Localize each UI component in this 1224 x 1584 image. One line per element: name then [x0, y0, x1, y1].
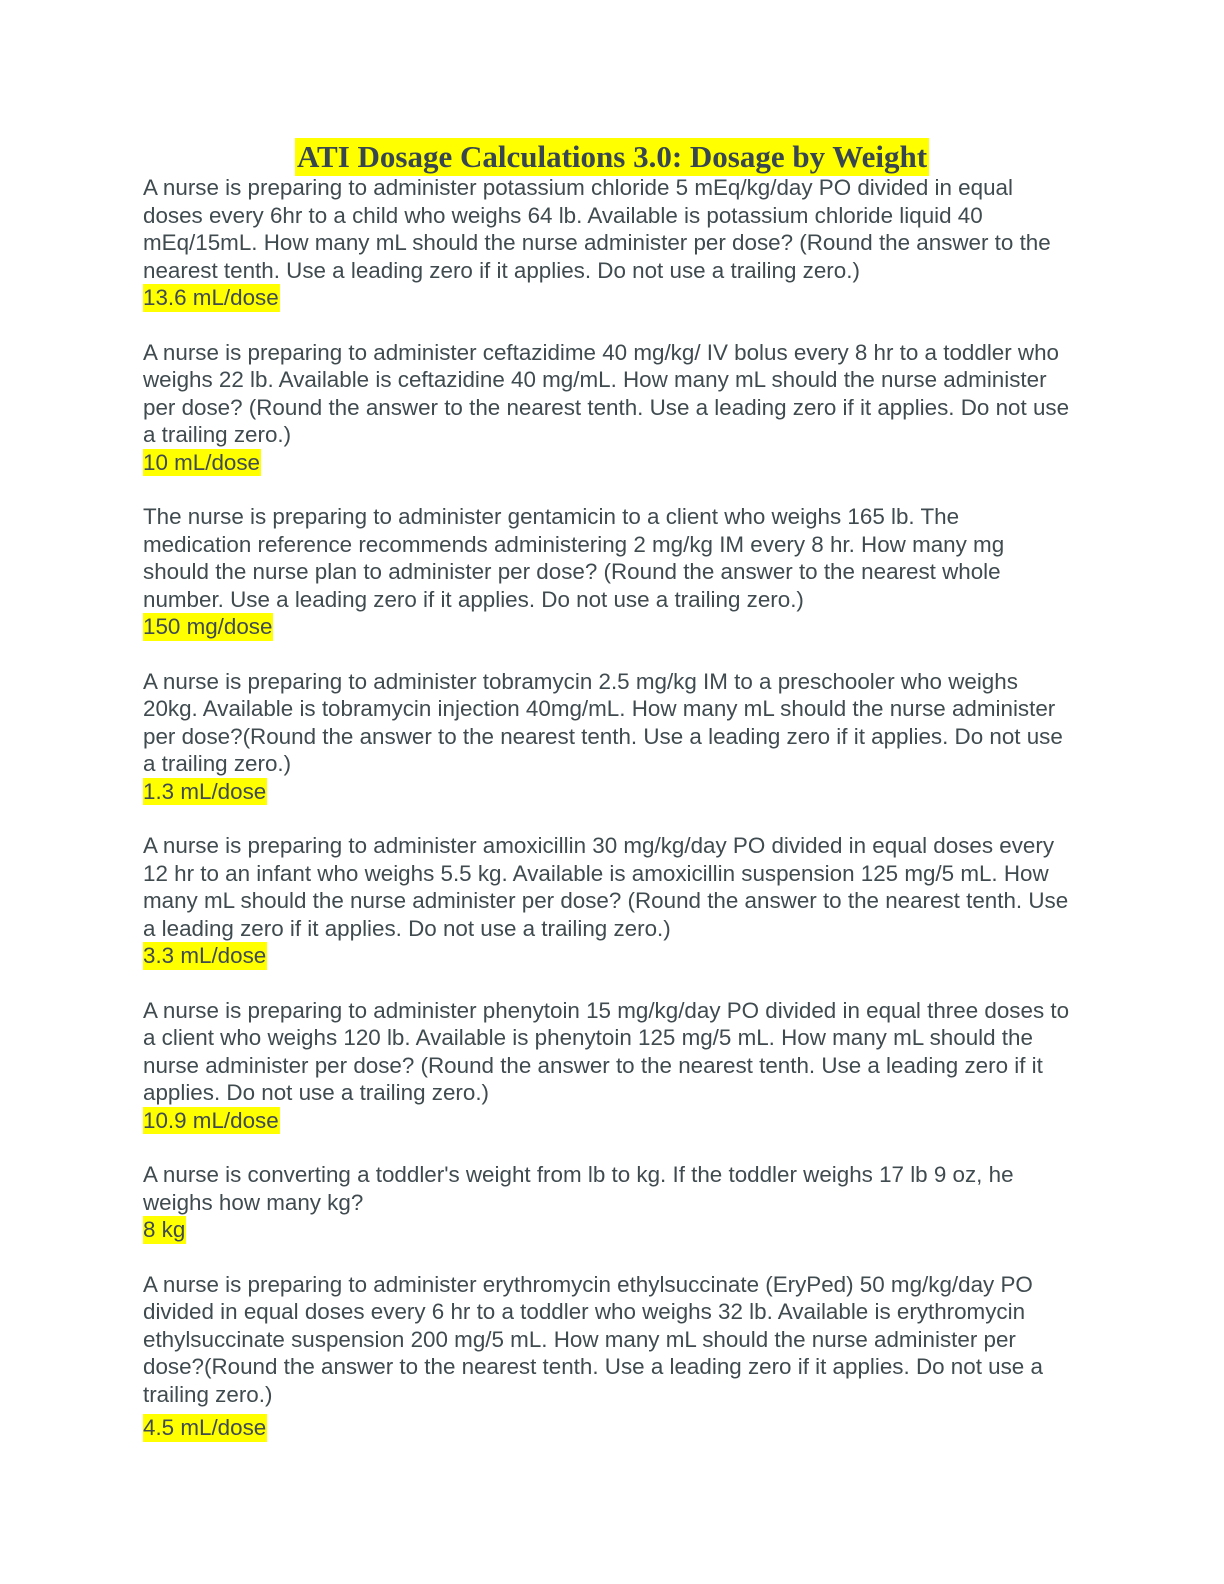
page-title: ATI Dosage Calculations 3.0: Dosage by Weight [296, 139, 928, 174]
question-text: The nurse is preparing to administer gentamicin to a client who weighs 165 lb. The medication reference recommends administering 2 mg/kg IM every 8 hr. How many mg should the nurse plan to administer per dose? (Round the answer to the nearest whole number. Use a leading zero if it applies. Do not use a trailing zero.) [143, 504, 1005, 612]
answer-highlight: 10 mL/dose [143, 449, 261, 475]
question-text: A nurse is preparing to administer erythromycin ethylsuccinate (EryPed) 50 mg/kg/day PO divided in equal doses every 6 hr to a toddler who weighs 32 lb. Available is erythromycin ethylsuccinate suspension 200 mg/5 mL. How many mL should the nurse administer per dose?(Round the answer to the nearest tenth. Use a leading zero if it applies. Do not use a trailing zero.) [143, 1271, 1043, 1407]
question-item-2 [143, 339, 1073, 477]
answer-highlight: 1.3 mL/dose [143, 778, 267, 804]
answer-highlight: 10.9 mL/dose [143, 1107, 279, 1133]
question-item-1 [143, 174, 1073, 312]
answer-highlight: 13.6 mL/dose [143, 285, 279, 310]
question-item-4 [143, 668, 1073, 806]
question-text: A nurse is preparing to administer phenytoin 15 mg/kg/day PO divided in equal three doses to a client who weighs 120 lb. Available is phenytoin 125 mg/5 mL. How many mL should the nurse administer per dose? (Round the answer to the nearest tenth. Use a leading zero if it applies. Do not use a trailing zero.) [143, 997, 1070, 1105]
answer-highlight: 150 mg/dose [143, 614, 273, 639]
question-text: A nurse is preparing to administer amoxicillin 30 mg/kg/day PO divided in equal doses every 12 hr to an infant who weighs 5.5 kg. Available is amoxicillin suspension 125 mg/5 mL. How many mL should the nurse administer per dose? (Round the answer to the nearest tenth. Use a leading zero if it applies. Do not use a trailing zero.) [143, 833, 1069, 941]
question-item-6 [143, 997, 1073, 1135]
question-item-7 [143, 1161, 1073, 1244]
question-text: A nurse is converting a toddler's weight from lb to kg. If the toddler weighs 17 lb 9 oz, he weighs how many kg? [143, 1162, 1014, 1215]
question-text: A nurse is preparing to administer ceftazidime 40 mg/kg/ IV bolus every 8 hr to a toddler who weighs 22 lb. Available is ceftazidine 40 mg/mL. How many mL should the nurse administer per dose? (Round the answer to the nearest tenth. Use a leading zero if it applies. Do not use a trailing zero.) [143, 339, 1070, 447]
question-item-8 [143, 1271, 1073, 1442]
question-item-3 [143, 503, 1073, 641]
answer-highlight: 3.3 mL/dose [143, 943, 267, 968]
question-item-5 [143, 832, 1073, 970]
answer-highlight: 4.5 mL/dose [143, 1415, 267, 1440]
answer-highlight: 8 kg [143, 1217, 186, 1242]
question-text: A nurse is preparing to administer tobramycin 2.5 mg/kg IM to a preschooler who weighs 20kg. Available is tobramycin injection 40mg/mL. How many mL should the nurse administer per dose?(Round the answer to the nearest tenth. Use a leading zero if it applies. Do not use a trailing zero.) [143, 668, 1063, 776]
question-text: A nurse is preparing to administer potassium chloride 5 mEq/kg/day PO divided in equal doses every 6hr to a child who weighs 64 lb. Available is potassium chloride liquid 40 mEq/15mL. How many mL should the nurse administer per dose? (Round the answer to the nearest tenth. Use a leading zero if it applies. Do not use a trailing zero.) [143, 175, 1051, 283]
question-list [143, 174, 1073, 1469]
title-container [0, 138, 1224, 176]
